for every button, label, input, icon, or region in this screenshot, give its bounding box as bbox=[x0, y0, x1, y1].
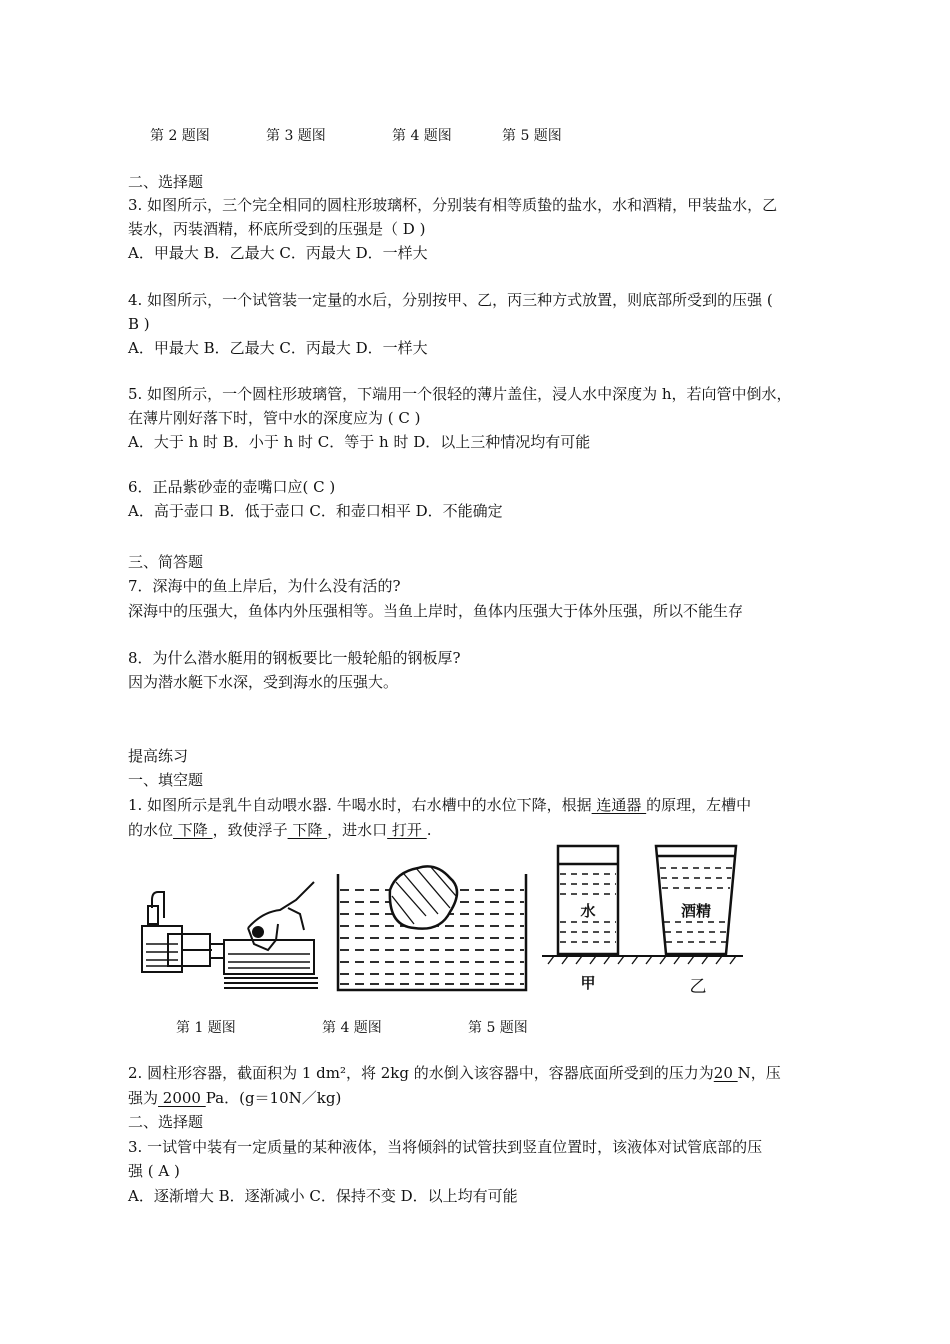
figure-floating-block bbox=[330, 846, 530, 992]
label-yi: 乙 bbox=[689, 977, 707, 997]
a2-line1 bbox=[128, 1063, 781, 1083]
advanced-title: 提高练习 bbox=[128, 747, 189, 765]
a2-text-4: Pa．(g＝10N／kg) bbox=[205, 1089, 342, 1107]
figure-cow-feeder bbox=[128, 870, 323, 990]
caption-fig4-bottom: 第 4 题图 bbox=[322, 1020, 382, 1036]
a1-text-5: ，进水口 bbox=[327, 821, 388, 839]
caption-fig5-bottom: 第 5 题图 bbox=[468, 1020, 528, 1036]
a1-text-4: ，致使浮子 bbox=[212, 821, 288, 839]
caption-fig2: 第 2 题图 bbox=[150, 128, 210, 144]
a1-blank-4: 打开 bbox=[387, 821, 427, 839]
label-jia: 甲 bbox=[580, 974, 596, 992]
a2-blank-2: 2000 bbox=[158, 1089, 206, 1107]
q5-line1: 5. 如图所示，一个圆柱形玻璃管，下端用一个很轻的薄片盖住，浸人水中深度为 h，若向管中倒水， bbox=[128, 385, 792, 403]
q3-line2: 装水，丙装酒精，杯底所受到的压强是（ D ) bbox=[128, 220, 426, 238]
a2-blank-1: 20 bbox=[713, 1064, 738, 1082]
a1-line2 bbox=[128, 820, 431, 840]
q7-question: 7．深海中的鱼上岸后，为什么没有活的? bbox=[128, 577, 401, 595]
q4-line2: B ) bbox=[128, 315, 150, 333]
q6-options: A．高于壶口 B．低于壶口 C．和壶口相平 D．不能确定 bbox=[128, 502, 503, 520]
a1-text-2: 的原理，左槽中 bbox=[646, 796, 752, 814]
q7-answer: 深海中的压强大，鱼体内外压强相等。当鱼上岸时，鱼体内压强大于体外压强，所以不能生存 bbox=[128, 602, 744, 620]
q5-line2: 在薄片刚好落下时，管中水的深度应为 ( C ) bbox=[128, 409, 421, 427]
q4-line1: 4. 如图所示，一个试管装一定量的水后，分别按甲、乙，丙三种方式放置，则底部所受到的压强 ( bbox=[128, 291, 773, 309]
label-alcohol: 酒精 bbox=[680, 902, 712, 920]
caption-fig1: 第 1 题图 bbox=[176, 1020, 236, 1036]
caption-fig4: 第 4 题图 bbox=[392, 128, 452, 144]
a1-text-1: 1. 如图所示是乳牛自动喂水器. 牛喝水时，右水槽中的水位下降，根据 bbox=[128, 796, 592, 814]
a2-text-1: 2. 圆柱形容器，截面积为 1 dm²，将 2kg 的水倒入该容器中，容器底面所受到的压力为 bbox=[128, 1064, 714, 1082]
section-title-choice: 二、选择题 bbox=[128, 173, 204, 191]
q5-options: A．大于 h 时 B．小于 h 时 C．等于 h 时 D．以上三种情况均有可能 bbox=[128, 433, 591, 451]
q3-line1: 3. 如图所示，三个完全相同的圆柱形玻璃杯，分别装有相等质蛰的盐水，水和酒精，甲装盐水，乙 bbox=[128, 196, 778, 214]
a1-blank-2: 下降 bbox=[173, 821, 213, 839]
a1-blank-1: 连通器 bbox=[591, 796, 647, 814]
q3-options: A．甲最大 B．乙最大 C．丙最大 D．一样大 bbox=[128, 244, 428, 262]
a3-line1: 3. 一试管中装有一定质量的某种液体，当将倾斜的试管扶到竖直位置时，该液体对试管底部的压 bbox=[128, 1138, 763, 1156]
a1-line1 bbox=[128, 795, 751, 815]
label-water: 水 bbox=[580, 902, 596, 920]
a2-line2 bbox=[128, 1088, 341, 1108]
caption-fig3: 第 3 题图 bbox=[266, 128, 326, 144]
a3-line2: 强 ( A ) bbox=[128, 1162, 180, 1180]
figure-two-containers bbox=[540, 842, 745, 997]
a1-text-3: 的水位 bbox=[128, 821, 174, 839]
q8-answer: 因为潜水艇下水深，受到海水的压强大。 bbox=[128, 673, 399, 691]
a1-blank-3: 下降 bbox=[287, 821, 328, 839]
a2-text-3: 强为 bbox=[128, 1089, 159, 1107]
adv-section-title-fill: 一、填空题 bbox=[128, 771, 204, 789]
q4-options: A．甲最大 B．乙最大 C．丙最大 D．一样大 bbox=[128, 339, 428, 357]
q8-question: 8．为什么潜水艇用的钢板要比一般轮船的钢板厚? bbox=[128, 649, 461, 667]
a1-text-6: . bbox=[426, 821, 432, 839]
a3-options: A．逐渐增大 B．逐渐减小 C．保持不变 D．以上均有可能 bbox=[128, 1187, 518, 1205]
a2-text-2: N，压 bbox=[737, 1064, 781, 1082]
adv-section-title-choice: 二、选择题 bbox=[128, 1113, 204, 1131]
caption-fig5: 第 5 题图 bbox=[502, 128, 562, 144]
q6-line1: 6．正品紫砂壶的壶嘴口应( C ) bbox=[128, 478, 336, 496]
section-title-short-answer: 三、简答题 bbox=[128, 553, 204, 571]
